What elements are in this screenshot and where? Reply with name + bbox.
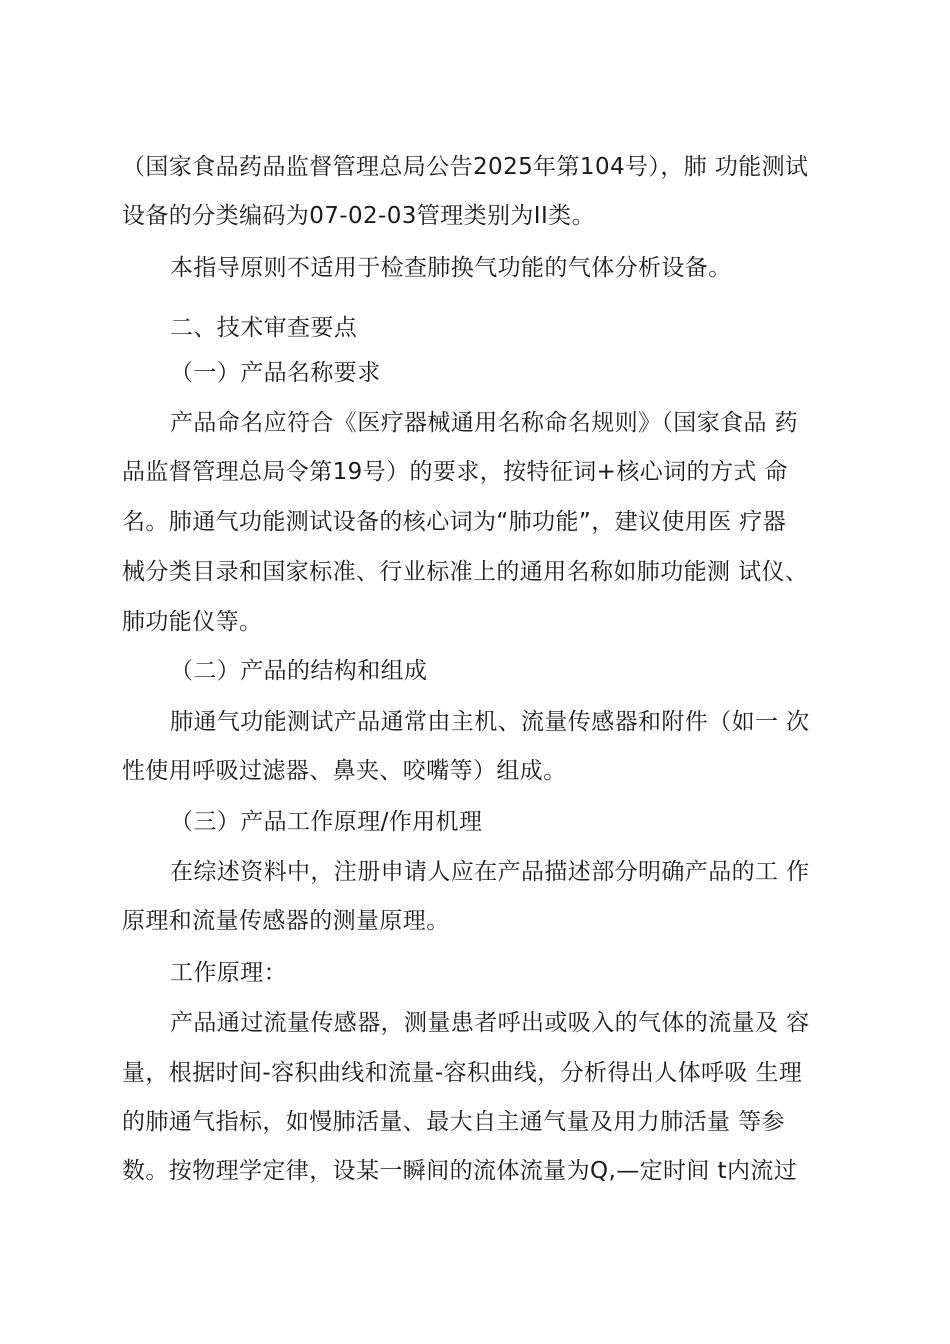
paragraph-line: 设备的分类编码为07-02-03管理类别为II类。 <box>122 203 595 229</box>
paragraph-line: 工作原理： <box>170 960 287 986</box>
paragraph-line: 肺通气功能测试产品通常由主机、流量传感器和附件（如一 次 <box>170 709 810 735</box>
paragraph-line: 产品命名应符合《医疗器械通用名称命名规则》（国家食品 药 <box>170 410 799 436</box>
section-heading: 二、技术审查要点 <box>170 315 358 341</box>
paragraph-line: 的肺通气指标，如慢肺活量、最大自主通气量及用力肺活量 等参 <box>122 1109 785 1135</box>
paragraph-line: 肺功能仪等。 <box>122 609 263 635</box>
paragraph-line: 械分类目录和国家标准、行业标准上的通用名称如肺功能测 试仪、 <box>122 559 809 585</box>
subsection-heading: （一）产品名称要求 <box>170 360 381 386</box>
subsection-heading: （二）产品的结构和组成 <box>170 658 428 684</box>
paragraph-line: 量，根据时间-容积曲线和流量-容积曲线，分析得出人体呼吸 生理 <box>122 1060 803 1086</box>
paragraph-line: 产品通过流量传感器，测量患者呼出或吸入的气体的流量及 容 <box>170 1010 810 1036</box>
paragraph-line: 原理和流量传感器的测量原理。 <box>122 908 450 934</box>
paragraph-line: 在综述资料中，注册申请人应在产品描述部分明确产品的工 作 <box>170 859 810 885</box>
paragraph-line: 品监督管理总局令第19号）的要求，按特征词+核心词的方式 命 <box>122 459 788 485</box>
paragraph-line: 性使用呼吸过滤器、鼻夹、咬嘴等）组成。 <box>122 758 567 784</box>
paragraph-line: 数。按物理学定律，设某一瞬间的流体流量为Q,—定时间 t内流过 <box>122 1158 798 1184</box>
paragraph-line: （国家食品药品监督管理总局公告2025年第104号），肺 功能测试 <box>122 154 809 180</box>
paragraph-line: 本指导原则不适用于检查肺换气功能的气体分析设备。 <box>170 255 732 281</box>
paragraph-line: 名。肺通气功能测试设备的核心词为“肺功能”，建议使用医 疗器 <box>122 509 787 535</box>
subsection-heading: （三）产品工作原理/作用机理 <box>170 809 483 835</box>
